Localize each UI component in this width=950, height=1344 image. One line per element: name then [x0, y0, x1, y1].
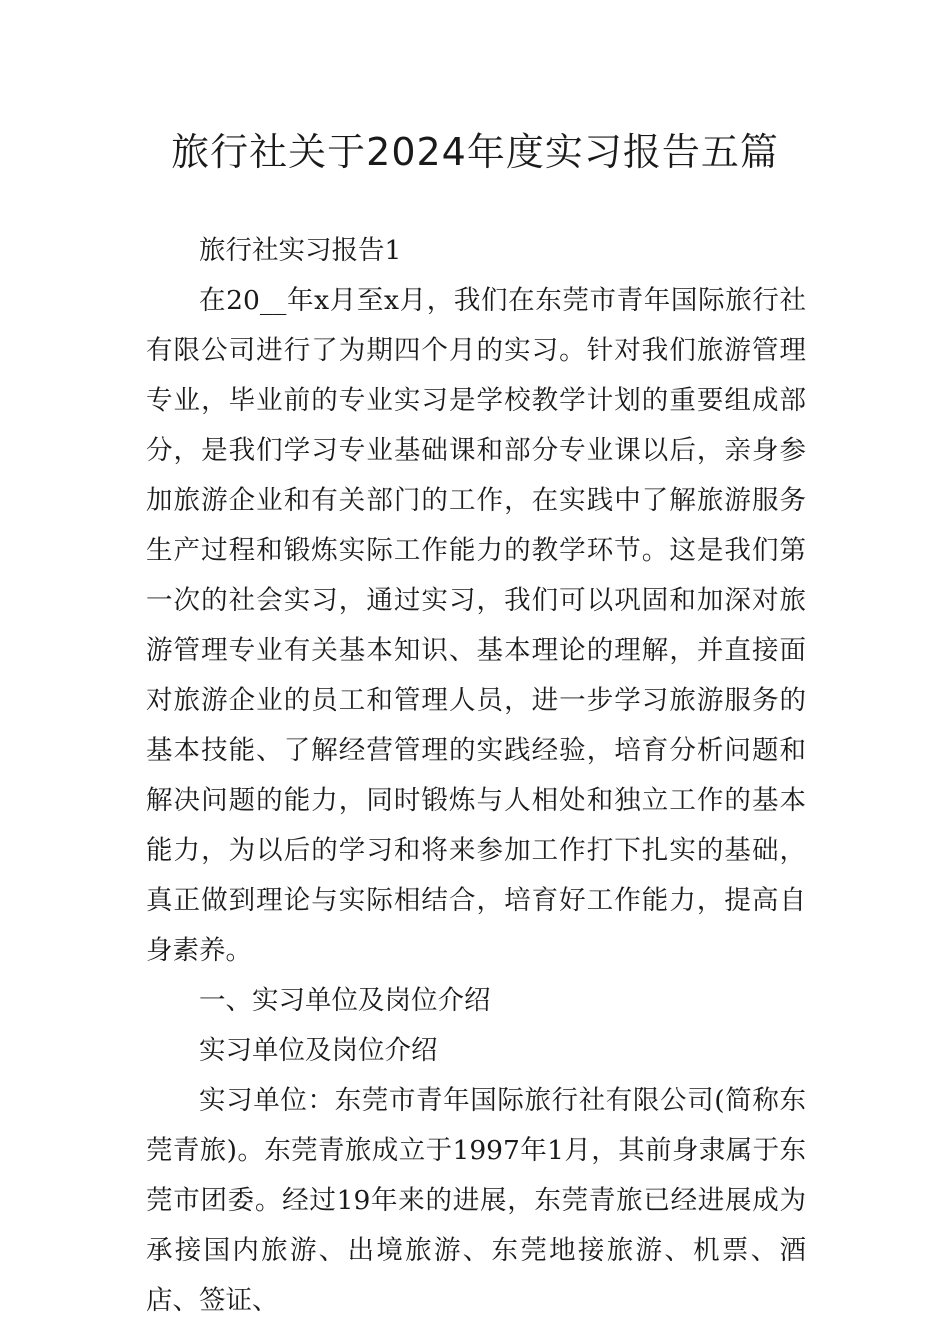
document-title: 旅行社关于2024年度实习报告五篇: [171, 130, 779, 174]
document-body: [146, 226, 806, 1326]
paragraph-unit-description: 实习单位：东莞市青年国际旅行社有限公司(简称东莞青旅)。东莞青旅成立于1997年1月，其前身隶属于东莞市团委。经过19年来的进展，东莞青旅已经进展成为承接国内旅游、出境旅游、东莞地接旅游、机票、酒店、签证、: [146, 1085, 806, 1316]
subheading-unit: 实习单位及岗位介绍: [199, 1035, 438, 1066]
section-heading-report-1: 旅行社实习报告1: [199, 235, 402, 266]
section-heading-unit: 一、实习单位及岗位介绍: [199, 985, 491, 1016]
paragraph-intro: 在20__年x月至x月，我们在东莞市青年国际旅行社有限公司进行了为期四个月的实习。针对我们旅游管理专业，毕业前的专业实习是学校教学计划的重要组成部分，是我们学习专业基础课和部分专业课以后，亲身参加旅游企业和有关部门的工作，在实践中了解旅游服务生产过程和锻炼实际工作能力的教学环节。这是我们第一次的社会实习，通过实习，我们可以巩固和加深对旅游管理专业有关基本知识、基本理论的理解，并直接面对旅游企业的员工和管理人员，进一步学习旅游服务的基本技能、了解经营管理的实践经验，培育分析问题和解决问题的能力，同时锻炼与人相处和独立工作的基本能力，为以后的学习和将来参加工作打下扎实的基础，真正做到理论与实际相结合，培育好工作能力，提高自身素养。: [146, 285, 806, 966]
